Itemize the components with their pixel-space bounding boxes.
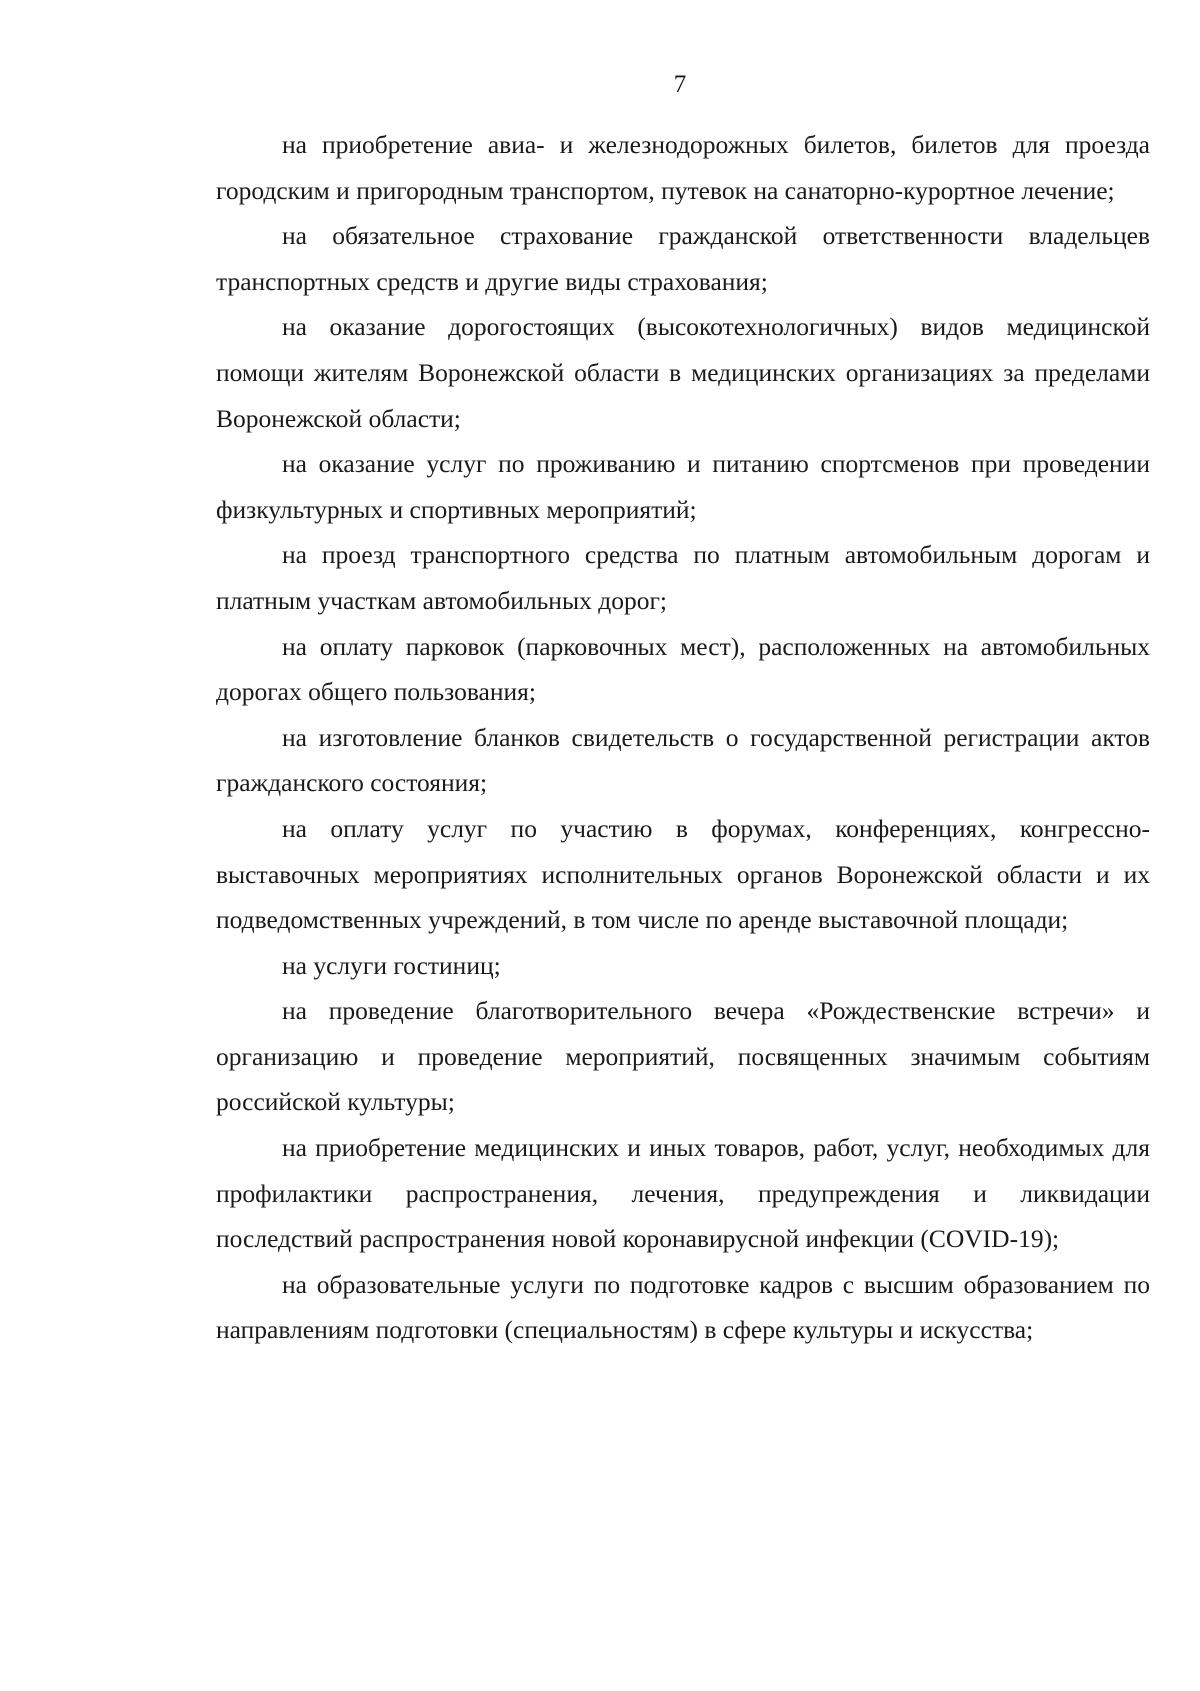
page-number: 7 <box>673 71 687 98</box>
paragraph-medical-care: на оказание дорогостоящих (высокотехнологичных) видов медицинской помощи жителям Воронежской области в медицинских организациях за пределами Воронежской области; <box>216 312 1150 433</box>
paragraph-forums: на оплату услуг по участию в форумах, конференциях, конгрессно-выставочных мероприятиях исполнительных органов Воронежской области и их подведомственных учреждений, в том числе по аренде выставочной площади; <box>216 813 1150 935</box>
paragraph-athletes-services: на оказание услуг по проживанию и питанию спортсменов при проведении физкультурных и спортивных мероприятий; <box>216 449 1150 524</box>
paragraph-parking: на оплату парковок (парковочных мест), расположенных на автомобильных дорогах общего пользования; <box>216 631 1150 707</box>
paragraph-tickets: на приобретение авиа- и железнодорожных билетов, билетов для проезда городским и пригородным транспортом, путевок на санаторно-курортное лечение; <box>216 130 1150 205</box>
paragraph-insurance: на обязательное страхование гражданской ответственности владельцев транспортных средств и другие виды страхования; <box>216 221 1150 296</box>
paragraph-certificate-forms: на изготовление бланков свидетельств о государственной регистрации актов гражданского состояния; <box>216 722 1150 798</box>
paragraph-covid: на приобретение медицинских и иных товаров, работ, услуг, необходимых для профилактики распространения, лечения, предупреждения и ликвидации последствий распространения новой коронавирусной инфекции (COVID-19); <box>216 1133 1150 1254</box>
paragraph-toll-roads: на проезд транспортного средства по платным автомобильным дорогам и платным участкам автомобильных дорог; <box>216 540 1150 615</box>
paragraph-hotels: на услуги гостиниц; <box>282 950 501 980</box>
paragraph-charity-evening: на проведение благотворительного вечера «Рождественские встречи» и организацию и проведение мероприятий, посвященных значимым событиям российской культуры; <box>216 996 1150 1117</box>
document-body <box>216 122 1150 1353</box>
paragraph-education: на образовательные услуги по подготовке кадров с высшим образованием по направлениям подготовки (специальностям) в сфере культуры и искусства; <box>216 1269 1150 1345</box>
